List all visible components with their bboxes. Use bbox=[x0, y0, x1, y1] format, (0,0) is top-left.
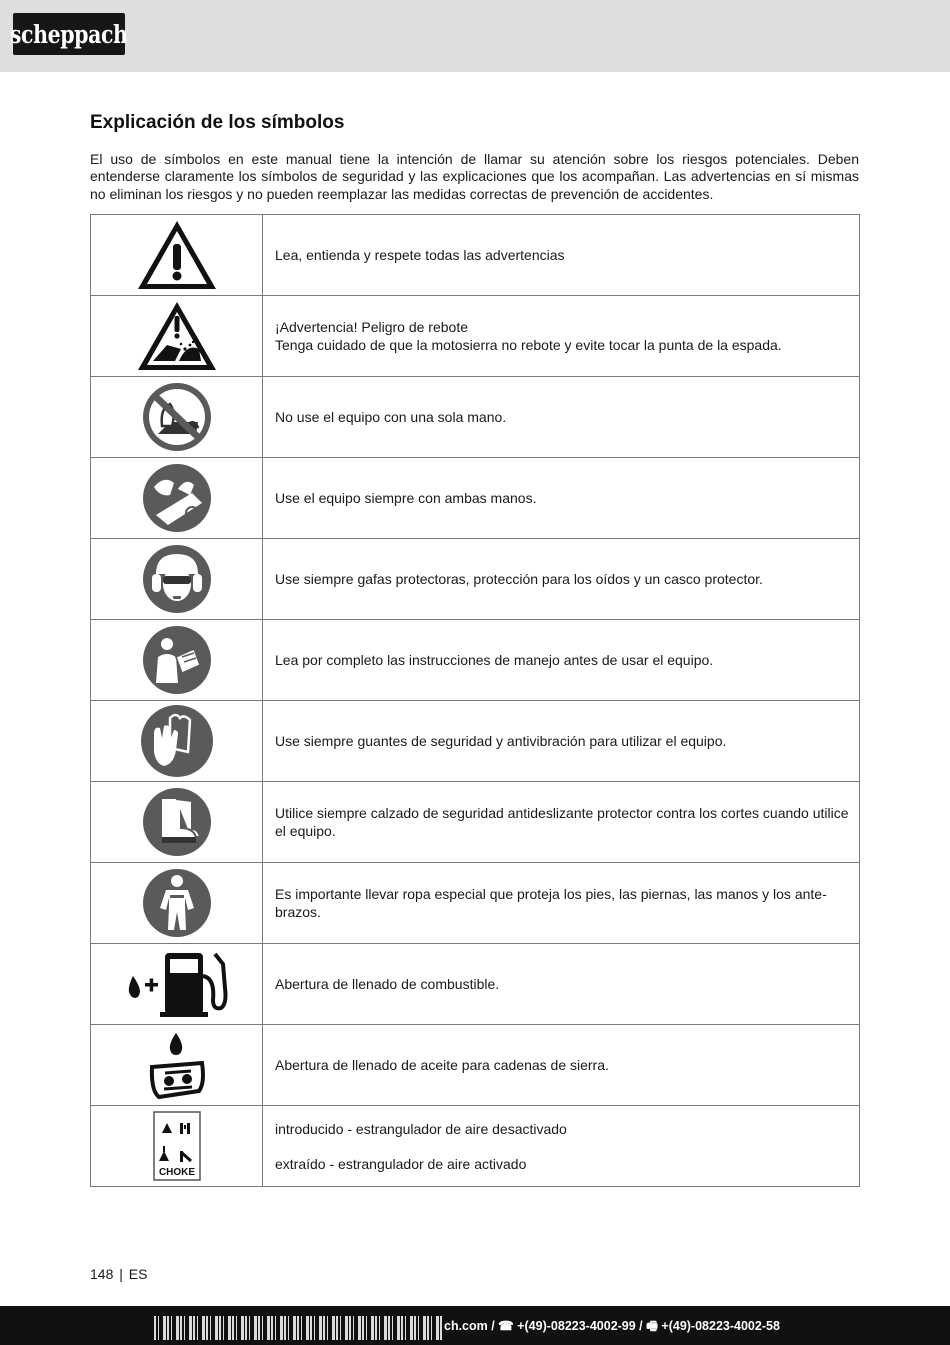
chain-oil-icon bbox=[147, 1029, 207, 1101]
choke-icon bbox=[153, 1111, 201, 1181]
symbol-description: introducido - estrangulador de aire desactivado bbox=[275, 1120, 567, 1137]
intro-paragraph: El uso de símbolos en este manual tiene la intención de llamar su atención sobre los riesgos potenciales. Deben entenderse claramente los símbolos de seguridad y las explicaciones que los acompañan. Las advertencias en sí mismas no eliminan los riesgos y no pueden reemplazar las medidas correctas de prevención de accidentes. bbox=[90, 151, 859, 202]
table-row bbox=[91, 701, 860, 782]
fuel-filler-icon bbox=[125, 948, 229, 1020]
symbol-description: Use siempre guantes de seguridad y antivibración para utilizar el equipo. bbox=[275, 733, 727, 749]
table-row bbox=[91, 1106, 860, 1187]
table-row bbox=[91, 215, 860, 296]
page-footer bbox=[0, 1306, 950, 1345]
symbol-description: Lea por completo las instrucciones de manejo antes de usar el equipo. bbox=[275, 652, 714, 668]
safety-boots-icon bbox=[142, 787, 212, 857]
line-spacer bbox=[275, 1138, 849, 1155]
separator: | bbox=[119, 1266, 123, 1282]
symbol-description: ¡Advertencia! Peligro de rebote bbox=[275, 319, 468, 335]
no-one-hand-icon bbox=[142, 382, 212, 452]
two-hands-icon bbox=[142, 463, 212, 533]
symbol-description: extraído - estrangulador de aire activado bbox=[275, 1155, 527, 1172]
page-number-value: 148 bbox=[90, 1266, 114, 1282]
page-number bbox=[90, 1266, 147, 1282]
table-row bbox=[91, 782, 860, 863]
page-language: ES bbox=[128, 1266, 148, 1282]
choke-icon-label: CHOKE bbox=[158, 1167, 195, 1178]
table-row bbox=[91, 1025, 860, 1106]
footer-contact-text: ch.com / ☎ +(49)-08223-4002-99 / 🖷 +(49)-08223-4002-58 bbox=[444, 1319, 780, 1333]
head-protection-icon bbox=[142, 544, 212, 614]
symbol-description: Lea, entienda y respete todas las advertencias bbox=[275, 247, 565, 263]
table-row bbox=[91, 377, 860, 458]
warning-triangle-icon bbox=[135, 218, 219, 292]
table-row bbox=[91, 296, 860, 377]
symbol-description: Tenga cuidado de que la motosierra no rebote y evite tocar la punta de la espada. bbox=[275, 337, 782, 353]
footer-contact bbox=[154, 1317, 780, 1338]
symbol-description: Use el equipo siempre con ambas manos. bbox=[275, 490, 537, 506]
scheppach-logo bbox=[10, 13, 128, 55]
table-row bbox=[91, 539, 860, 620]
table-row bbox=[91, 458, 860, 539]
page-title: Explicación de los símbolos bbox=[90, 112, 345, 133]
read-manual-icon bbox=[142, 625, 212, 695]
symbol-description: Abertura de llenado de aceite para cadenas de sierra. bbox=[275, 1057, 609, 1073]
gloves-icon bbox=[140, 704, 214, 778]
table-row bbox=[91, 620, 860, 701]
kickback-warning-icon bbox=[135, 299, 219, 373]
table-row bbox=[91, 944, 860, 1025]
symbol-description: Utilice siempre calzado de seguridad antideslizante protector contra los cortes cuando utilice el equipo. bbox=[275, 805, 849, 839]
symbol-description: Use siempre gafas protectoras, protección para los oídos y un casco protector. bbox=[275, 571, 763, 587]
protective-clothing-icon bbox=[142, 868, 212, 938]
symbol-description: Abertura de llenado de combustible. bbox=[275, 976, 500, 992]
table-row bbox=[91, 863, 860, 944]
page-header bbox=[0, 0, 950, 72]
logo-text: scheppach bbox=[10, 19, 128, 49]
symbol-description: Es importante llevar ropa especial que proteja los pies, las piernas, las manos y los ante-brazos. bbox=[275, 886, 827, 920]
symbol-description: No use el equipo con una sola mano. bbox=[275, 409, 507, 425]
symbols-table bbox=[90, 214, 860, 1187]
